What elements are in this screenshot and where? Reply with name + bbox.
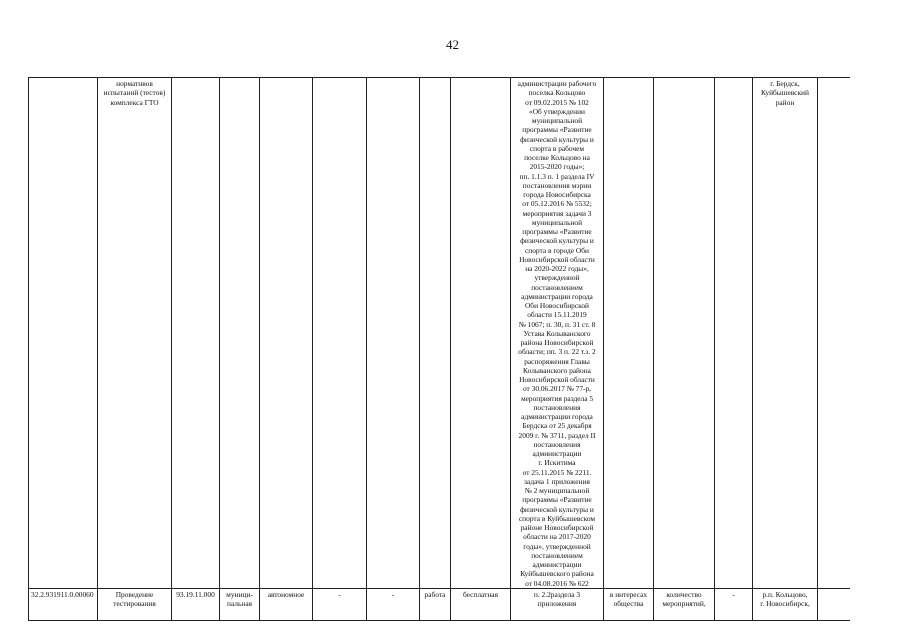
cell-line: район: [775, 97, 795, 107]
cell-line: -: [338, 589, 341, 599]
table-cell: [511, 78, 604, 589]
cell-line: приложения: [537, 599, 577, 608]
cell-line: Куйбышевского района: [520, 569, 594, 579]
table-cell: [604, 78, 654, 589]
cell-line: Колыванского района: [523, 365, 591, 375]
cell-line: 2015-2020 годы»;: [529, 162, 585, 172]
cell-line: задача 1 приложения: [524, 476, 590, 486]
table-cell: [220, 588, 260, 620]
table-cell: [511, 588, 604, 620]
table-cell: [451, 78, 511, 589]
cell-line: мероприятия задачи 3: [522, 208, 592, 218]
cell-line: 32.2.931911.0.00060: [31, 589, 94, 599]
cell-line: муници-: [226, 589, 253, 599]
cell-line: Оби Новосибирской: [524, 301, 590, 310]
table-cell: [654, 588, 715, 620]
cell-line: администрации города: [521, 412, 593, 421]
cell-line: области; пп. 3 п. 22 т.з. 2: [518, 347, 596, 357]
table-cell: [313, 78, 367, 589]
cell-text: [315, 590, 364, 599]
cell-text: [100, 79, 169, 107]
cell-line: программы «Развитие: [522, 495, 592, 505]
cell-text: [222, 590, 257, 609]
cell-line: от 05.12.2016 № 5532;: [522, 199, 592, 209]
table-cell: [29, 588, 98, 620]
cell-line: администрации рабочего: [517, 79, 597, 88]
cell-text: [755, 590, 815, 609]
cell-line: города Новосибирска: [523, 190, 591, 199]
cell-line: р.п. Кольцово,: [762, 589, 808, 599]
cell-line: г. Искитима: [538, 458, 576, 468]
cell-line: работа: [424, 589, 446, 599]
cell-line: г. Бердск,: [770, 79, 800, 88]
cell-line: муниципальной: [531, 116, 583, 125]
cell-text: [513, 590, 601, 609]
table-cell: [367, 78, 420, 589]
cell-line: пальная: [227, 599, 252, 608]
cell-text: [656, 590, 712, 609]
cell-line: администрации города: [521, 291, 593, 301]
table-cell: [715, 78, 753, 589]
table-cell: [818, 78, 851, 589]
cell-line: поселке Кольцово на: [524, 153, 590, 162]
table-cell: [172, 78, 220, 589]
table-cell: [260, 78, 313, 589]
cell-line: г. Новосибирск,: [760, 599, 810, 608]
cell-text: [755, 79, 815, 107]
cell-line: мероприятий,: [662, 599, 706, 608]
table-cell: [753, 78, 818, 589]
cell-line: спорта в Куйбышевском: [518, 513, 596, 523]
cell-line: администрации: [532, 449, 582, 458]
cell-line: Куйбышевский: [761, 88, 809, 98]
table-cell: [654, 78, 715, 589]
cell-text: [31, 590, 95, 599]
table-cell: [260, 588, 313, 620]
cell-line: постановлением: [531, 550, 583, 560]
cell-line: постановления: [533, 439, 581, 449]
cell-line: физической культуры и: [520, 236, 594, 246]
cell-line: № 2 муниципальной: [524, 486, 590, 495]
table-row: [29, 588, 851, 620]
cell-line: -: [391, 589, 395, 599]
cell-line: годы», утвержденной: [523, 541, 591, 551]
cell-line: количество: [666, 589, 702, 599]
cell-line: постановления: [533, 402, 581, 412]
cell-line: автономное: [267, 589, 305, 599]
table-cell: [172, 588, 220, 620]
table-cell: [29, 78, 98, 589]
cell-line: постановления мэрии: [522, 180, 592, 190]
cell-line: программы «Развитие: [522, 125, 592, 135]
cell-line: районе Новосибирской: [520, 523, 594, 532]
cell-line: -: [732, 589, 735, 599]
cell-line: бесплатная: [462, 589, 498, 599]
cell-text: [422, 590, 448, 599]
cell-line: муниципальной: [531, 217, 583, 227]
cell-line: № 1067; п. 30, п. 31 ст. 8: [518, 319, 596, 329]
cell-line: «Об утверждении: [529, 106, 585, 116]
cell-line: Проведение: [115, 589, 154, 599]
cell-line: Новосибирской области: [519, 375, 595, 384]
cell-line: области 15.11.2019: [527, 310, 587, 320]
cell-line: нормативов: [116, 79, 153, 88]
cell-line: Бердска от 25 декабря: [522, 421, 592, 431]
cell-line: района Новосибирской: [520, 338, 594, 347]
cell-line: постановлением: [531, 282, 583, 292]
table-cell: [753, 588, 818, 620]
cell-line: спорта в рабочем: [529, 143, 585, 153]
cell-line: Устава Колыванского: [523, 328, 591, 338]
cell-line: общества: [613, 599, 644, 608]
cell-line: 93.19.11.000: [176, 589, 215, 599]
table-cell: [451, 588, 511, 620]
services-table-fragment: [28, 77, 850, 640]
cell-line: поселка Кольцово: [528, 88, 586, 98]
cell-line: тестирования: [113, 599, 156, 608]
table-cell: [98, 588, 172, 620]
cell-line: от 30.06.2017 № 77-р,: [522, 384, 592, 394]
cell-text: [369, 590, 417, 599]
table-cell: [604, 588, 654, 620]
cell-line: распоряжения Главы: [524, 356, 590, 366]
cell-line: п. 2.2раздела 3: [533, 589, 581, 599]
cell-line: области на 2017-2020: [523, 532, 591, 542]
cell-line: физической культуры и: [520, 504, 594, 514]
cell-line: испытаний (тестов): [103, 88, 166, 98]
cell-line: от 09.02.2015 № 102: [525, 97, 589, 107]
cell-line: мероприятия раздела 5: [520, 393, 594, 403]
table-cell: [715, 588, 753, 620]
cell-line: спорта в городе Оби: [525, 245, 589, 255]
cell-line: от 04.08.2016 № 622: [525, 578, 589, 588]
cell-line: администрации: [532, 560, 582, 569]
table-cell: [220, 78, 260, 589]
cell-text: [174, 590, 217, 599]
cell-text: [513, 79, 601, 588]
cell-line: Новосибирской области: [519, 254, 595, 264]
table-cell: [420, 588, 451, 620]
cell-line: в интересах: [609, 589, 648, 599]
cell-line: физической культуры и: [520, 134, 594, 144]
table-cell: [818, 588, 851, 620]
table-cell: [98, 78, 172, 589]
cell-line: утвержденной: [534, 273, 580, 283]
table-cell: [367, 588, 420, 620]
cell-text: [453, 590, 508, 599]
table-cell: [420, 78, 451, 589]
cell-text: [262, 590, 310, 599]
cell-line: от 25.11.2015 № 2211.: [522, 467, 592, 477]
table-cell: [313, 588, 367, 620]
services-table: [28, 77, 850, 621]
table-row: [29, 78, 851, 589]
cell-text: [606, 590, 651, 609]
page-number: 42: [446, 37, 459, 52]
cell-line: программы «Развитие: [522, 227, 592, 236]
cell-line: комплекса ГТО: [110, 97, 159, 107]
cell-line: пп. 1.1.3 п. 1 раздела IV: [519, 171, 595, 181]
cell-line: 2009 г. № 3711, раздел II: [518, 430, 596, 440]
cell-text: [100, 590, 169, 609]
cell-text: [717, 590, 750, 599]
cell-line: на 2020-2022 годы»,: [525, 264, 589, 273]
